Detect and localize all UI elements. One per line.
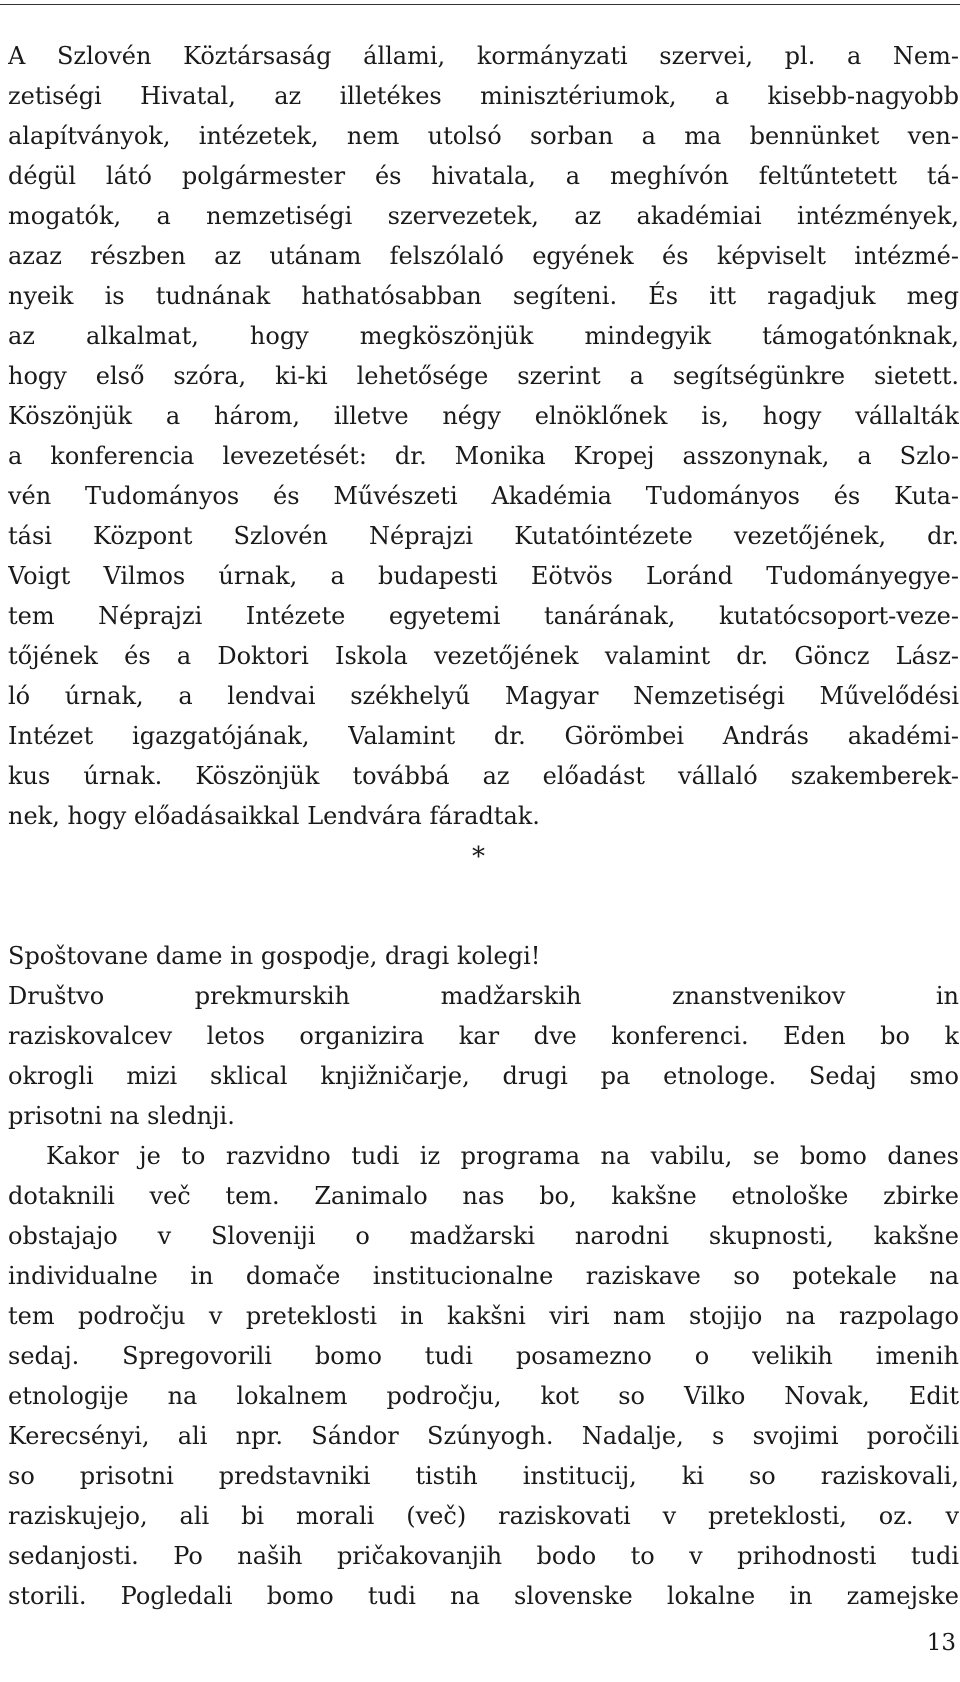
text-line: sedaj. Spregovorili bomo tudi posamezno o velikih imenih <box>8 1342 959 1370</box>
text-line: dotaknili več tem. Zanimalo nas bo, kakšne etnološke zbirke <box>8 1182 959 1210</box>
text-line: raziskujejo, ali bi morali (več) raziskovati v preteklosti, oz. v <box>8 1502 959 1530</box>
text-line: obstajajo v Sloveniji o madžarski narodni skupnosti, kakšne <box>8 1222 959 1250</box>
text-line: zetiségi Hivatal, az illetékes minisztériumok, a kisebb-nagyobb <box>8 82 959 110</box>
text-line: kus úrnak. Köszönjük továbbá az előadást vállaló szakemberek- <box>8 762 959 790</box>
text-line: individualne in domače institucionalne raziskave so potekale na <box>8 1262 959 1290</box>
text-line: az alkalmat, hogy megköszönjük mindegyik támogatónknak, <box>8 322 959 350</box>
text-line: mogatók, a nemzetiségi szervezetek, az akadémiai intézmények, <box>8 202 959 230</box>
text-line: prisotni na slednji. <box>8 1102 235 1130</box>
text-line: dégül látó polgármester és hivatala, a meghívón feltűntetett tá- <box>8 162 959 190</box>
text-line: azaz részben az utánam felszólaló egyének és képviselt intézmé- <box>8 242 959 270</box>
text-line: etnologije na lokalnem področju, kot so Vilko Novak, Edit <box>8 1382 959 1410</box>
text-line: sedanjosti. Po naših pričakovanjih bodo to v prihodnosti tudi <box>8 1542 959 1570</box>
text-line: hogy első szóra, ki-ki lehetősége szerint a segítségünkre sietett. <box>8 362 959 390</box>
text-line: raziskovalcev letos organizira kar dve konferenci. Eden bo k <box>8 1022 959 1050</box>
text-line: tem Néprajzi Intézete egyetemi tanárának, kutatócsoport-veze- <box>8 602 959 630</box>
text-line: Kerecsényi, ali npr. Sándor Szúnyogh. Nadalje, s svojimi poročili <box>8 1422 959 1450</box>
text-line: A Szlovén Köztársaság állami, kormányzati szervei, pl. a Nem- <box>8 42 959 70</box>
text-line: storili. Pogledali bomo tudi na slovenske lokalne in zamejske <box>8 1582 959 1610</box>
text-line: Društvo prekmurskih madžarskih znanstvenikov in <box>8 982 959 1010</box>
text-line: a konferencia levezetését: dr. Monika Kropej asszonynak, a Szlo- <box>8 442 959 470</box>
text-line: Voigt Vilmos úrnak, a budapesti Eötvös Loránd Tudományegye- <box>8 562 959 590</box>
text-line: Intézet igazgatójának, Valamint dr. Görömbei András akadémi- <box>8 722 959 750</box>
text-line: Köszönjük a három, illetve négy elnöklőnek is, hogy vállalták <box>8 402 959 430</box>
greeting: Spoštovane dame in gospodje, dragi kolegi! <box>8 942 541 970</box>
slovene-section <box>8 936 959 1616</box>
text-line: tem področju v preteklosti in kakšni viri nam stojijo na razpolago <box>8 1302 959 1330</box>
text-line: tőjének és a Doktori Iskola vezetőjének valamint dr. Göncz Lász- <box>8 642 959 670</box>
text-line: tási Központ Szlovén Néprajzi Kutatóintézete vezetőjének, dr. <box>8 522 959 550</box>
text-line: so prisotni predstavniki tistih institucij, ki so raziskovali, <box>8 1462 959 1490</box>
hungarian-paragraph <box>8 36 959 836</box>
text-line: ló úrnak, a lendvai székhelyű Magyar Nemzetiségi Művelődési <box>8 682 959 710</box>
text-line: vén Tudományos és Művészeti Akadémia Tudományos és Kuta- <box>8 482 959 510</box>
page-number: 13 <box>926 1630 956 1656</box>
text-line: Kakor je to razvidno tudi iz programa na vabilu, se bomo danes <box>46 1142 959 1170</box>
text-line: nyeik is tudnának hathatósabban segíteni. És itt ragadjuk meg <box>8 282 959 310</box>
section-separator: * <box>472 842 485 872</box>
top-rule <box>0 4 960 5</box>
text-line: alapítványok, intézetek, nem utolsó sorban a ma bennünket ven- <box>8 122 959 150</box>
text-line: okrogli mizi sklical knjižničarje, drugi pa etnologe. Sedaj smo <box>8 1062 959 1090</box>
text-line: nek, hogy előadásaikkal Lendvára fáradtak. <box>8 802 540 830</box>
